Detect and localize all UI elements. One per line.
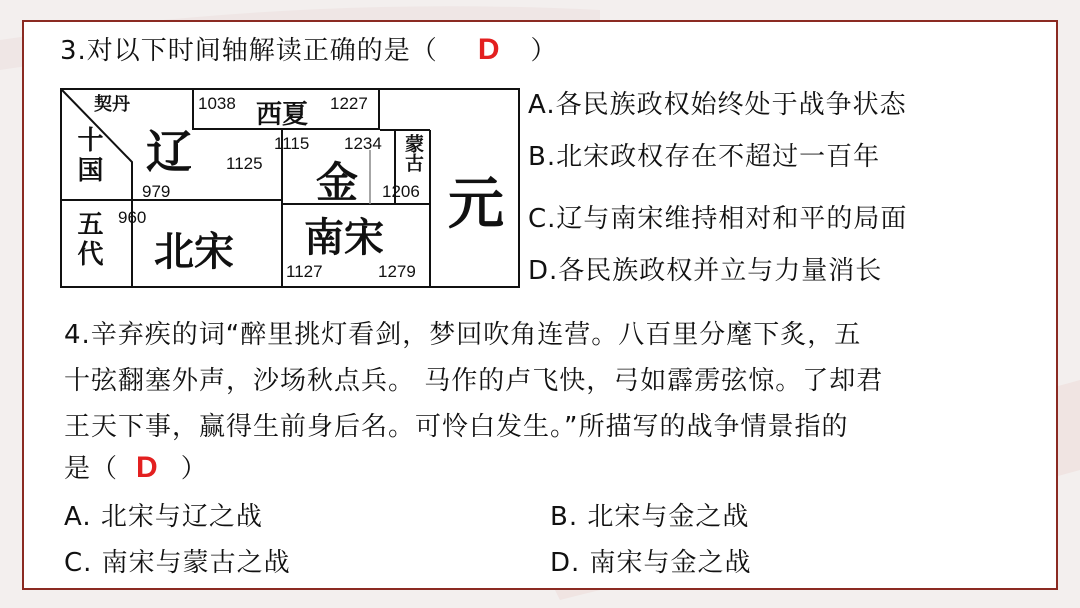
label-qidan: 契丹 [94,94,130,115]
label-xixia: 西夏 [256,100,309,130]
year-1038: 1038 [198,94,236,113]
label-menggu: 蒙古 [402,134,424,172]
label-beisong: 北宋 [154,228,234,275]
q3-stem [60,30,558,67]
dynasty-timeline-diagram [60,88,520,288]
year-1279: 1279 [378,262,416,281]
q3-option-d[interactable]: D.各民族政权并立与力量消长 [528,256,883,286]
q4-line-3: 王天下事，赢得生前身后名。可怜白发生。”所描写的战争情景指的 [64,412,849,442]
q3-option-b[interactable]: B.北宋政权存在不超过一百年 [528,142,881,172]
q3-stem-close: ） [530,36,558,66]
year-1206: 1206 [382,182,420,201]
year-1227: 1227 [330,94,368,113]
year-1125: 1125 [226,154,263,173]
year-979: 979 [142,182,171,201]
label-nansong: 南宋 [304,214,384,261]
q4-line-1: 4.辛弃疾的词“醉里挑灯看剑，梦回吹角连营。八百里分麾下炙，五 [64,320,862,350]
q3-stem-text: 3.对以下时间轴解读正确的是（ [60,36,438,66]
q4-line-4 [64,448,208,485]
q4-option-a[interactable]: A. 北宋与辽之战 [64,502,263,532]
year-1127: 1127 [286,262,323,281]
year-1234: 1234 [344,134,382,153]
q4-option-d[interactable]: D. 南宋与金之战 [550,548,752,578]
label-shiguo: 十国 [73,126,103,186]
q3-answer: D [477,33,501,66]
q4-line-2: 十弦翻塞外声，沙场秋点兵。 马作的卢飞快，弓如霹雳弦惊。了却君 [64,366,884,396]
year-1115: 1115 [274,134,310,153]
year-960: 960 [118,208,147,227]
q4-option-c[interactable]: C. 南宋与蒙古之战 [64,548,291,578]
label-liao: 辽 [146,125,192,179]
label-yuan: 元 [448,171,504,237]
label-wudai: 五代 [73,210,103,270]
q3-option-a[interactable]: A.各民族政权始终处于战争状态 [528,90,907,120]
label-jin: 金 [316,158,359,207]
q4-line-4-prefix: 是（ [64,454,119,484]
q4-answer: D [136,451,159,484]
q4-line-4-suffix: ） [180,454,208,484]
q4-option-b[interactable]: B. 北宋与金之战 [550,502,750,532]
q3-option-c[interactable]: C.辽与南宋维持相对和平的局面 [528,204,908,234]
